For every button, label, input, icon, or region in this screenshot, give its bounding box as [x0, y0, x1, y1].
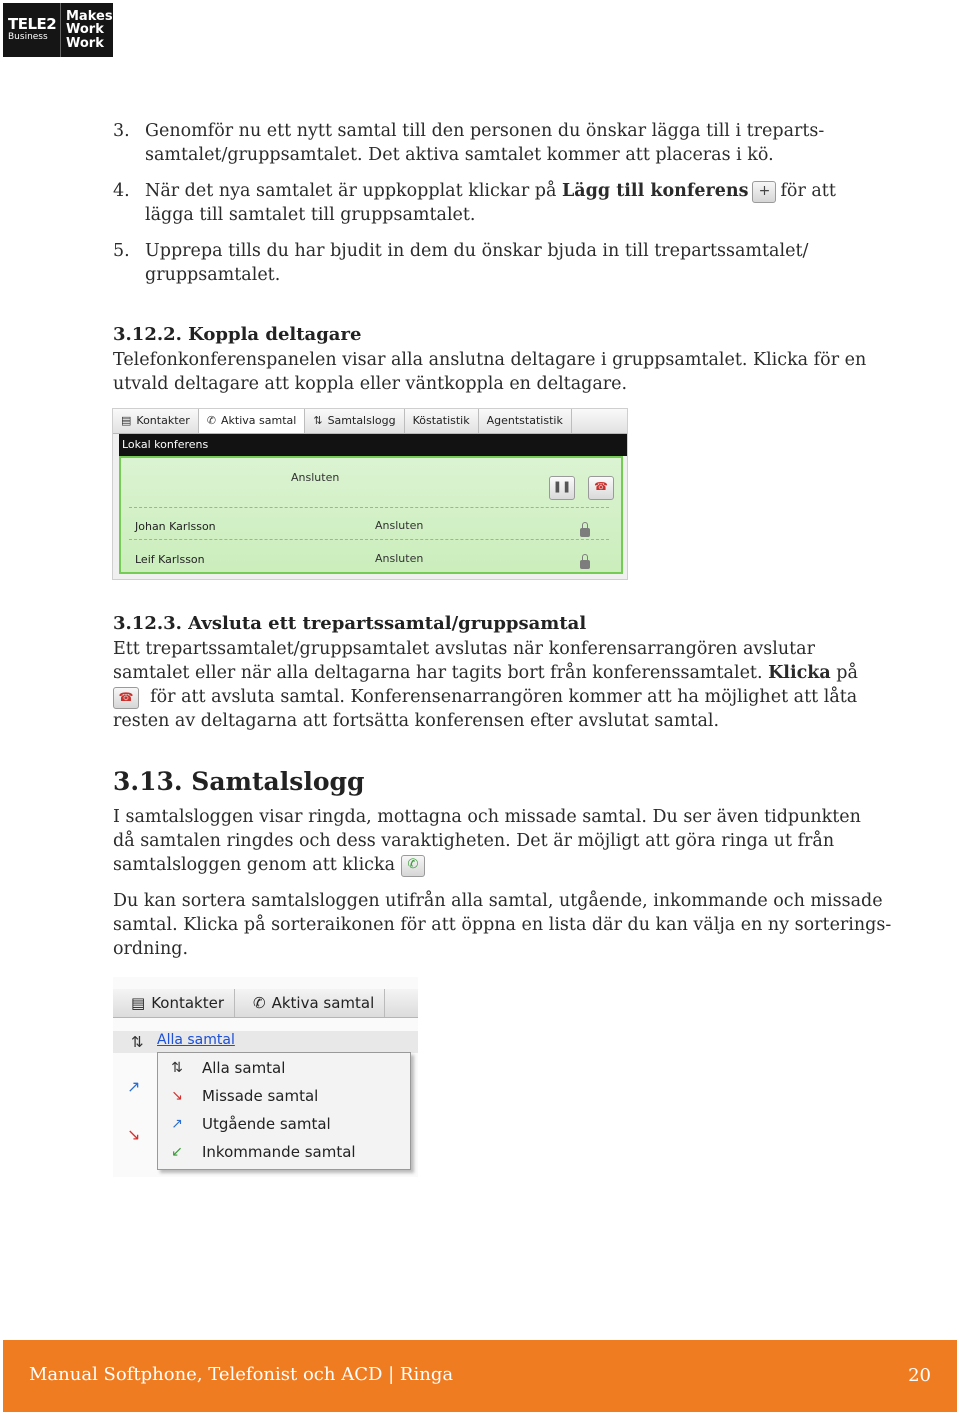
outgoing-call-icon: ↗	[127, 1077, 141, 1096]
lock-icon[interactable]	[580, 560, 590, 569]
paragraph-line: Telefonkonferenspanelen visar alla anslutna deltagare i gruppsamtalet. Klicka för en	[113, 350, 867, 370]
missed-call-icon: ↘	[171, 1088, 183, 1104]
tab-contacts[interactable]: ▤ Kontakter	[113, 989, 235, 1017]
participant-name: Leif Karlsson	[135, 553, 205, 566]
paragraph-line: Ett trepartssamtalet/gruppsamtalet avslutas när konferensarrangören avslutar	[113, 639, 815, 659]
participant-status: Ansluten	[375, 519, 424, 532]
tab-bar	[113, 989, 418, 1018]
add-conference-label: Lägg till konferens	[561, 181, 749, 201]
step-text: Upprepa tills du har bjudit in dem du önskar bjuda in till trepartssamtalet/	[145, 241, 809, 261]
paragraph-line: ordning.	[113, 939, 189, 959]
step-text: samtalet/gruppsamtalet. Det aktiva samtalet kommer att placeras i kö.	[145, 145, 774, 165]
phone-icon: ✆	[206, 414, 217, 427]
add-conference-icon: +	[752, 181, 776, 203]
sort-bar	[113, 1031, 418, 1053]
tele2-logo	[3, 3, 113, 57]
hangup-button[interactable]	[588, 476, 614, 500]
logo-tagline-3: Work	[66, 35, 104, 51]
sort-option-all[interactable]: ⇅ Alla samtal	[158, 1055, 410, 1082]
paragraph-line: ☎ för att avsluta samtal. Konferensenarrangören kommer att ha möjlighet att låta	[113, 685, 857, 709]
paragraph-line: Du kan sortera samtalsloggen utifrån alla samtal, utgående, inkommande och missade	[113, 891, 883, 911]
paragraph-line: utvald deltagare att koppla eller väntkoppla en deltagare.	[113, 374, 628, 394]
divider	[129, 539, 609, 540]
step-text: Genomför nu ett nytt samtal till den personen du önskar lägga till i treparts-	[145, 121, 825, 141]
sort-option-incoming[interactable]: ↙ Inkommande samtal	[158, 1139, 410, 1166]
missed-call-icon: ↘	[127, 1125, 141, 1144]
outgoing-call-icon: ↗	[171, 1116, 183, 1132]
tab-agent-stats[interactable]: Agentstatistik	[479, 409, 572, 433]
step-number: 4.	[113, 181, 130, 201]
logo-tagline-1: Makes	[66, 8, 113, 24]
tab-queue-stats[interactable]: Köstatistik	[405, 409, 479, 433]
contacts-icon: ▤	[131, 994, 146, 1012]
tab-call-log[interactable]: ⇅ Samtalslogg	[305, 409, 404, 433]
section-heading: 3.13. Samtalslogg	[113, 767, 365, 796]
hold-button[interactable]	[549, 476, 575, 500]
paragraph-line: samtalet eller när alla deltagarna har tagits bort från konferenssamtalet. Klicka på	[113, 663, 858, 683]
phone-icon: ✆	[253, 994, 266, 1012]
step-text: gruppsamtalet.	[145, 265, 281, 285]
sort-icon: ⇅	[313, 414, 323, 427]
paragraph-line: I samtalsloggen visar ringda, mottagna och missade samtal. Du ser även tidpunkten	[113, 807, 861, 827]
logo-brand-block	[3, 3, 61, 57]
sort-option-missed[interactable]: ↘ Missade samtal	[158, 1083, 410, 1110]
sort-option-outgoing[interactable]: ↗ Utgående samtal	[158, 1111, 410, 1138]
hangup-icon: ☎	[113, 687, 139, 709]
divider	[129, 507, 609, 508]
pause-icon: ❚❚	[552, 480, 572, 493]
contacts-icon: ▤	[121, 414, 132, 427]
paragraph-line: resten av deltagarna att fortsätta konferensen efter avslutat samtal.	[113, 711, 720, 731]
tab-active-calls[interactable]: ✆ Aktiva samtal	[235, 989, 385, 1017]
logo-sub: Business	[8, 32, 48, 42]
section-heading: 3.12.2. Koppla deltagare	[113, 324, 362, 345]
paragraph-line: då samtalen ringdes och dess varaktigheten. Det är möjligt att göra ringa ut från	[113, 831, 835, 851]
footer-title: Manual Softphone, Telefonist och ACD | Ringa	[29, 1364, 454, 1385]
logo-brand: TELE2	[8, 15, 57, 33]
page-number: 20	[908, 1365, 931, 1386]
paragraph-line: samtalsloggen genom att klicka ✆	[113, 853, 425, 877]
conference-panel	[119, 456, 623, 574]
sort-menu	[157, 1052, 411, 1170]
tab-active-calls[interactable]: ✆ Aktiva samtal	[199, 409, 306, 433]
paragraph-line: samtal. Klicka på sorteraikonen för att öppna en lista där du kan välja en ny sorterings-	[113, 915, 892, 935]
participant-status: Ansluten	[375, 552, 424, 565]
hangup-icon: ☎	[594, 480, 608, 493]
step-number: 3.	[113, 121, 130, 141]
tab-bar	[113, 409, 627, 434]
call-icon: ✆	[401, 855, 425, 877]
incoming-call-icon: ↙	[171, 1144, 183, 1160]
participant-name: Johan Karlsson	[135, 520, 216, 533]
conference-title: Lokal konferens	[119, 434, 627, 456]
step-text: När det nya samtalet är uppkopplat klickar på Lägg till konferens + för att	[145, 181, 836, 201]
call-log-sort-screenshot	[113, 977, 418, 1177]
section-heading: 3.12.3. Avsluta ett trepartssamtal/gruppsamtal	[113, 613, 587, 634]
sort-icon: ⇅	[171, 1060, 183, 1076]
page-footer	[3, 1340, 957, 1412]
tab-contacts[interactable]: ▤ Kontakter	[113, 409, 199, 433]
conference-panel-screenshot	[112, 408, 628, 580]
step-text: lägga till samtalet till gruppsamtalet.	[145, 205, 476, 225]
lock-icon[interactable]	[580, 528, 590, 537]
step-number: 5.	[113, 241, 130, 261]
sort-current-link[interactable]: Alla samtal	[157, 1032, 235, 1048]
sort-icon[interactable]: ⇅	[131, 1033, 144, 1051]
conference-status: Ansluten	[291, 471, 340, 484]
logo-tagline-2: Work	[66, 22, 104, 38]
logo-tagline	[61, 3, 113, 57]
